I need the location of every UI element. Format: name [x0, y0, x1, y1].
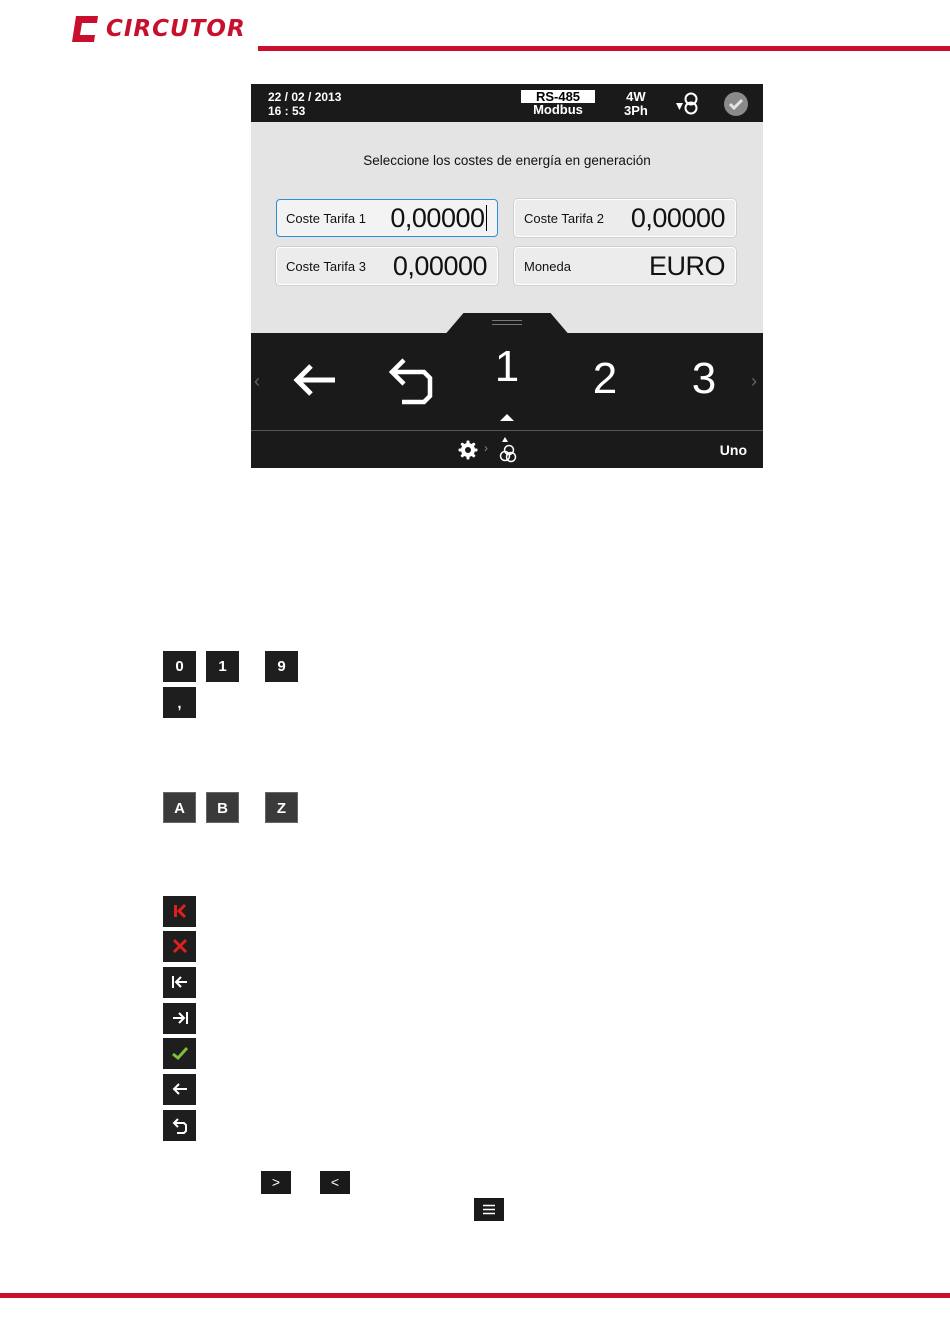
field-label: Coste Tarifa 1: [286, 211, 366, 226]
legend-key-a: A: [163, 792, 196, 823]
status-bar: [251, 84, 763, 122]
field-value: 0,00000: [392, 251, 487, 281]
device-screen: [251, 84, 763, 468]
legend-move-right-key: [163, 1003, 196, 1034]
footer-rule: [0, 1293, 950, 1298]
legend-key-b: B: [206, 792, 239, 823]
screen-footer: [251, 430, 763, 468]
comm-status: [521, 90, 595, 117]
legend-key-9: 9: [265, 651, 298, 682]
breadcrumb-separator-icon: ›: [484, 441, 488, 455]
footer-label: Uno: [719, 442, 747, 458]
field-value: EURO: [648, 251, 725, 281]
legend-key-decimal: ,: [163, 687, 196, 718]
legend-menu-key: [474, 1198, 504, 1221]
legend-prev-screen-key: <: [320, 1171, 350, 1194]
field-value-wrap: [390, 203, 487, 234]
legend-delete-key: [163, 931, 196, 962]
key-1[interactable]: 1: [494, 342, 520, 391]
backspace-icon: [289, 356, 339, 404]
field-label: Coste Tarifa 3: [286, 259, 366, 274]
wiring-line1: 4W: [626, 89, 646, 104]
selected-key-indicator: [500, 414, 514, 421]
legend-delete-all-key: [163, 896, 196, 927]
cost-tariff-3-field[interactable]: [276, 247, 498, 285]
screen-prompt: Seleccione los costes de energía en generación: [363, 153, 651, 168]
field-value: 0,00000: [630, 203, 725, 233]
legend-next-screen-key: >: [261, 1171, 291, 1194]
field-label: Moneda: [524, 259, 571, 274]
move-left-icon: [171, 974, 189, 990]
text-cursor: [486, 205, 488, 231]
backspace-key[interactable]: [289, 356, 339, 409]
return-key[interactable]: [386, 356, 434, 411]
legend-key-z: Z: [265, 792, 298, 823]
legend-key-0: 0: [163, 651, 196, 682]
scroll-left-icon[interactable]: ‹: [254, 371, 260, 391]
keyboard-tab-grip: [492, 320, 522, 325]
move-right-icon: [171, 1010, 189, 1026]
accept-check-icon: [171, 1045, 189, 1061]
legend-key-1: 1: [206, 651, 239, 682]
status-date: 22 / 02 / 2013: [268, 90, 342, 104]
wiring-line2: 3Ph: [624, 103, 648, 118]
comm-mode: Modbus: [533, 102, 583, 117]
legend-return-key: [163, 1110, 196, 1141]
brand-name: CIRCUTOR: [106, 16, 246, 42]
wiring-status: [624, 90, 648, 118]
currency-field[interactable]: [514, 247, 736, 285]
scroll-right-icon[interactable]: ›: [751, 371, 757, 391]
key-2[interactable]: 2: [592, 354, 618, 403]
ok-check-icon[interactable]: [724, 92, 748, 116]
backspace-icon: [171, 1081, 189, 1097]
return-icon: [171, 1117, 189, 1135]
datetime: [268, 90, 341, 118]
circutor-logo: [70, 12, 246, 46]
gear-icon[interactable]: [458, 440, 478, 460]
delete-icon: [172, 938, 188, 954]
status-time: 16 : 53: [268, 104, 306, 118]
transformer-icon[interactable]: [497, 437, 517, 463]
cost-tariff-1-field[interactable]: [276, 199, 498, 237]
return-icon: [386, 356, 434, 406]
field-value: 0,00000: [390, 203, 485, 233]
key-3[interactable]: 3: [691, 354, 717, 403]
legend-accept-key: [163, 1038, 196, 1069]
menu-icon: [474, 1198, 504, 1221]
cost-tariff-2-field[interactable]: [514, 199, 736, 237]
comm-protocol: RS-485: [521, 90, 595, 103]
transformer-icon: [675, 91, 701, 117]
legend-move-left-key: [163, 967, 196, 998]
header-rule: [258, 46, 950, 51]
legend-backspace-key: [163, 1074, 196, 1105]
field-label: Coste Tarifa 2: [524, 211, 604, 226]
circutor-logo-mark: [70, 13, 102, 45]
delete-all-icon: [172, 903, 188, 919]
